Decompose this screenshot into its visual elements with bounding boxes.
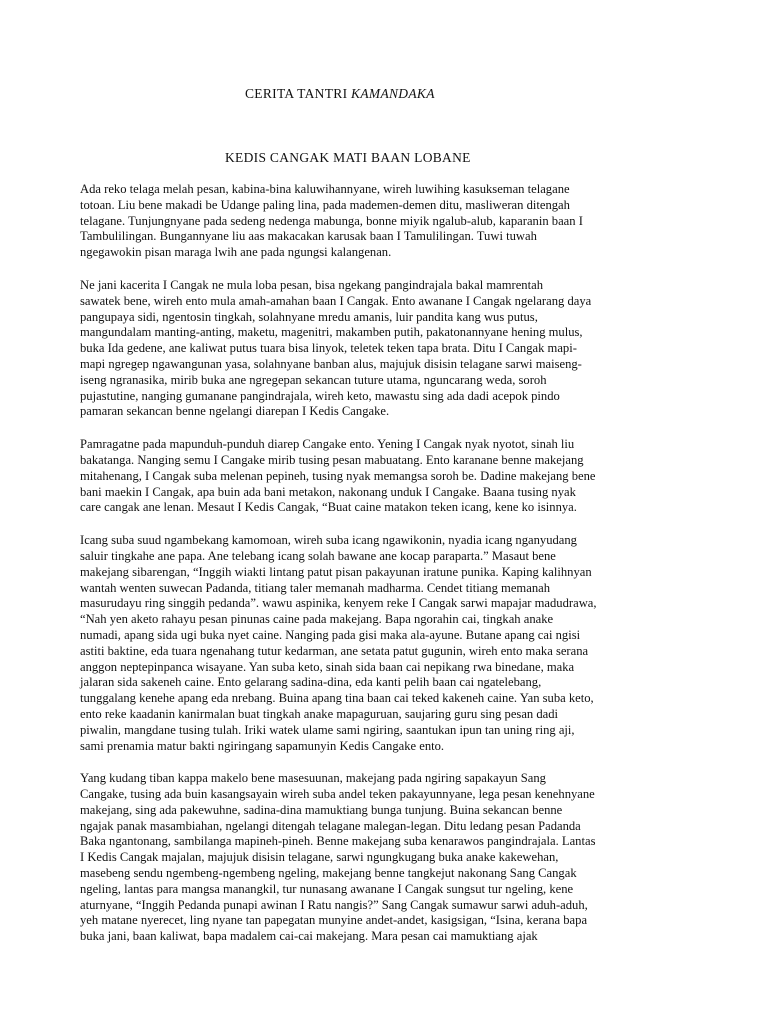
- text-line: mitahenang, I Cangak suba melenan pepineh, tusing nyak memangsa soroh be. Dadine makejang bene: [80, 468, 596, 483]
- paragraph: [80, 278, 700, 420]
- document-title-italic: KAMANDAKA: [351, 86, 435, 101]
- text-line: Pamragatne pada mapunduh-punduh diarep Cangake ento. Yening I Cangak nyak nyotot, sinah liu: [80, 437, 575, 452]
- text-line: sawatek bene, wireh ento mula amah-amahan baan I Cangak. Ento awanane I Cangak ngelarang daya: [80, 293, 592, 308]
- text-line: makejang sibarengan, “Inggih wiakti lintang patut pisan pakayunan iratune punika. Kaping kalihnyan: [80, 564, 592, 579]
- text-line: ngeling, lantas para mangsa manangkil, tur nunasang awanane I Cangak sungsut tur ngeling, kene: [80, 881, 574, 896]
- text-line: I Kedis Cangak majalan, majujuk disisin telagane, sarwi ngungkugang buka anake kakewehan,: [80, 850, 559, 865]
- text-line: astiti baktine, eda tuara ngenahang tutur kedarman, ane setata patut gugunin, wireh ento maka serana: [80, 643, 589, 658]
- text-line: jalaran sida sakeneh caine. Ento gelarang sadina-dina, eda kanti pelih baan cai ngatelebang,: [80, 675, 542, 690]
- text-line: bani maekin I Cangak, apa buin ada bani metakon, nakonang unduk I Cangake. Baana tusing nyak: [80, 484, 576, 499]
- text-line: care cangak ane lenan. Mesaut I Kedis Cangak, “Buat caine matakon teken icang, kene ko isinnya.: [80, 500, 577, 515]
- text-line: aturnyane, “Inggih Pedanda punapi awinan I Ratu nangis?” Sang Cangak sumawur sarwi aduh-aduh,: [80, 897, 588, 912]
- document-subtitle: KEDIS CANGAK MATI BAAN LOBANE: [225, 150, 471, 165]
- text-line: buka Ida gedene, ane kaliwat putus tuara bisa linyok, teletek teken tapa brata. Ditu I Cangak mapi-: [80, 341, 577, 356]
- document-title-main: CERITA TANTRI: [245, 86, 352, 101]
- text-line: makejang, sing ada pakewuhne, sadina-dina mamuktiang bunga tunjung. Buina sekancan benne: [80, 802, 563, 817]
- text-line: mapi ngregep ngawangunan yasa, solahnyane banban alus, majujuk disisin telagane sarwi maiseng-: [80, 356, 582, 371]
- text-line: pangupaya sidi, ngentosin tingkah, solahnyane mredu amanis, luir pandita kang wus putus,: [80, 309, 538, 324]
- text-line: Tambulilingan. Bungannyane liu aas makacakan karusak baan I Tamulilingan. Tuwi tuwah: [80, 229, 537, 244]
- paragraph: [80, 771, 700, 945]
- paragraph: [80, 533, 700, 754]
- paragraph: [80, 182, 700, 261]
- text-line: sami prenamia matur bakti ngiringang sapamunyin Kedis Cangake ento.: [80, 738, 445, 753]
- text-line: ngegawokin pisan maraga lwih ane pada ngungsi kalangenan.: [80, 245, 392, 260]
- text-line: Cangake, tusing ada buin kasangsayain wireh suba andel teken pakayunnyane, lega pesan kenehnyane: [80, 787, 595, 802]
- text-line: totoan. Liu bene makadi be Udange paling lina, pada mademen-demen ditu, masliweran ditengah: [80, 197, 570, 212]
- text-line: Baka ngantonang, sambilanga mapineh-pineh. Benne makejang suba kenarawos pangindrajala. Lantas: [80, 834, 596, 849]
- text-line: buka jani, baan kaliwat, bapa madalem cai-cai makejang. Mara pesan cai mamuktiang ajak: [80, 929, 538, 944]
- text-line: pujastutine, nanging gumanane pangindrajala, wireh keto, mawastu sing ada dadi acepok pindo: [80, 388, 560, 403]
- text-line: tunggalang kenehe apang eda nrebang. Buina apang tina baan cai teked kakeneh caine. Yan suba keto,: [80, 691, 594, 706]
- text-line: wantah wenten suwecan Padanda, titiang taler memanah madharma. Cendet titiang memanah: [80, 580, 550, 595]
- text-line: ngajak panak masambiahan, ngelangi ditengah telagane malegan-legan. Ditu ledang pesan Padanda: [80, 818, 581, 833]
- paragraph: [80, 437, 700, 516]
- document-body: [80, 182, 700, 962]
- text-line: Ada reko telaga melah pesan, kabina-bina kaluwihannyane, wireh luwihing kasukseman telagane: [80, 182, 570, 196]
- text-line: “Nah yen aketo rahayu pesan pinunas caine pada makejang. Bapa ngorahin cai, tingkah anake: [80, 612, 554, 627]
- text-line: saluir tingkahe ane papa. Ane telebang icang solah bawane ane kocap paraparta.” Masaut bene: [80, 548, 556, 563]
- text-line: masurudayu ring singgih pedanda”. wawu aspinika, kenyem reke I Cangak sarwi mapajar madudrawa,: [80, 596, 597, 611]
- text-line: masebeng sendu ngembeng-ngembeng ngeling, makejang benne tangkejut nakonang Sang Cangak: [80, 866, 577, 881]
- text-line: anggon neptepinpanca wisayane. Yan suba keto, sinah sida baan cai nepikang rwa binedane, maka: [80, 659, 575, 674]
- text-line: Icang suba suud ngambekang kamomoan, wireh suba icang ngawikonin, nyadia icang nganyudang: [80, 533, 577, 548]
- text-line: piwalin, mangdane tusing tulah. Iriki watek ulame sami ngiring, saantukan ipun tan uning ring aji,: [80, 722, 575, 737]
- text-line: mangundalam manting-anting, maketu, magenitri, makamben putih, pakatonannyane hening mulus,: [80, 325, 583, 340]
- text-line: pamaran sekancan benne ngelangi diarepan I Kedis Cangake.: [80, 404, 390, 419]
- text-line: numadi, apang sida ugi buka nyet caine. Nanging pada gisi maka ala-ayune. Butane apang cai ngisi: [80, 627, 581, 642]
- document-title: [245, 86, 435, 102]
- text-line: telagane. Tunjungnyane pada sedeng nedenga mabunga, bonne miyik ngalub-alub, kaparanin baan I: [80, 213, 583, 228]
- text-line: Yang kudang tiban kappa makelo bene masesuunan, makejang pada ngiring sapakayun Sang: [80, 771, 546, 786]
- text-line: ento reke kaadanin kanirmalan buat tingkah anake mapaguruan, saujaring guru sing pesan dadi: [80, 706, 559, 721]
- text-line: bakatanga. Nanging semu I Cangake mirib tusing pesan mabuatang. Ento karanane benne makejang: [80, 452, 584, 467]
- text-line: yeh matane nyerecet, ling nyane tan papegatan munyine andet-andet, kasigsigan, “Isina, kerana bapa: [80, 913, 588, 928]
- text-line: iseng ngranasika, mirib buka ane ngregepan sekancan tuture utama, nguncarang weda, soroh: [80, 372, 547, 387]
- text-line: Ne jani kacerita I Cangak ne mula loba pesan, bisa ngekang pangindrajala bakal mamrentah: [80, 277, 543, 292]
